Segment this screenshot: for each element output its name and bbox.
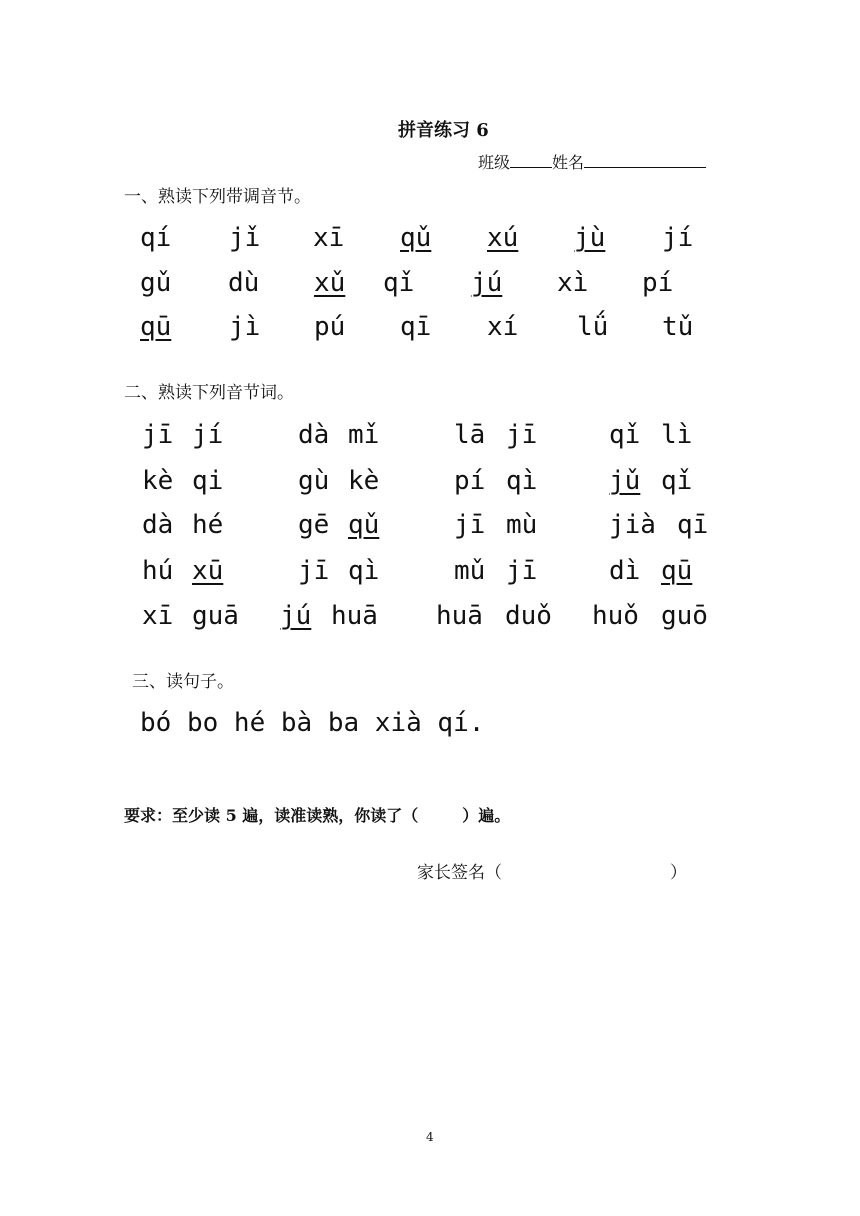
syllable: qi [192, 466, 224, 496]
section-2-heading: 二、熟读下列音节词。 [124, 383, 294, 403]
section-3-heading: 三、读句子。 [132, 672, 234, 692]
syllable: jī [454, 510, 486, 540]
requirement-text: 要求：至少读 5 遍，读准读熟，你读了（ [124, 806, 419, 825]
syllable-underlined: xú [487, 223, 519, 253]
syllable: dì [609, 556, 641, 586]
syllable: huā [436, 601, 483, 631]
syllable: mǐ [348, 420, 380, 450]
page-number: 4 [426, 1130, 434, 1144]
syllable-underlined: xǔ [314, 268, 346, 298]
syllable: qí [140, 223, 172, 253]
syllable: jí [662, 223, 694, 253]
syllable: huā [331, 601, 378, 631]
syllable-underlined: jù [574, 223, 606, 253]
syllable-underlined: jǔ [609, 466, 641, 496]
syllable: dà [298, 420, 330, 450]
parent-signature [417, 858, 687, 883]
syllable: pí [454, 466, 486, 496]
syllable: pú [314, 312, 346, 342]
syllable: huǒ [592, 601, 639, 631]
syllable: pí [642, 268, 674, 298]
syllable: qī [400, 312, 432, 342]
syllable: jì [229, 312, 261, 342]
syllable-underlined: jú [280, 601, 312, 631]
syllable: qǐ [661, 466, 693, 496]
syllable: duǒ [505, 601, 552, 631]
syllable: lì [661, 420, 693, 450]
syllable: qì [348, 556, 380, 586]
syllable: kè [348, 466, 380, 496]
syllable: qī [677, 510, 709, 540]
requirement-end: ）遍。 [462, 806, 511, 825]
syllable-underlined: xū [192, 556, 224, 586]
syllable: jī [298, 556, 330, 586]
syllable: gǔ [140, 268, 172, 298]
syllable: mǔ [454, 556, 486, 586]
syllable: jī [506, 556, 538, 586]
syllable: xī [142, 601, 174, 631]
syllable: xì [557, 268, 589, 298]
signature-label: 家长签名（ [417, 863, 502, 883]
class-name-line [478, 150, 706, 173]
syllable-underlined: qū [140, 312, 172, 342]
syllable: xí [487, 312, 519, 342]
name-blank [584, 151, 706, 168]
syllable: lā [454, 420, 486, 450]
syllable: kè [142, 466, 174, 496]
name-label: 姓名 [552, 153, 585, 172]
page-title: 拼音练习 6 [398, 120, 489, 141]
syllable-underlined: qǔ [348, 510, 380, 540]
syllable: jǐ [229, 223, 261, 253]
syllable: hé [192, 510, 224, 540]
syllable: dà [142, 510, 174, 540]
section-1-heading: 一、熟读下列带调音节。 [124, 187, 311, 207]
class-blank [510, 151, 552, 168]
syllable: jī [506, 420, 538, 450]
class-label: 班级 [478, 153, 511, 172]
syllable: hú [142, 556, 174, 586]
syllable: qǐ [383, 268, 415, 298]
syllable-underlined: qǔ [400, 223, 432, 253]
syllable: jī [142, 420, 174, 450]
syllable: dù [228, 268, 260, 298]
syllable: lǘ [577, 312, 609, 342]
syllable: qǐ [609, 420, 641, 450]
syllable: xī [313, 223, 345, 253]
syllable: gē [298, 510, 330, 540]
sentence: bó bo hé bà ba xià qí. [140, 708, 485, 738]
syllable: tǔ [662, 312, 694, 342]
signature-close: ） [670, 863, 687, 883]
syllable: gù [298, 466, 330, 496]
syllable: guō [661, 601, 708, 631]
syllable-underlined: jú [471, 268, 503, 298]
syllable: jí [192, 420, 224, 450]
syllable: qì [506, 466, 538, 496]
syllable: mù [506, 510, 538, 540]
syllable-underlined: qū [661, 556, 693, 586]
syllable: jià [609, 510, 656, 540]
syllable: guā [192, 601, 239, 631]
requirement [124, 803, 510, 826]
